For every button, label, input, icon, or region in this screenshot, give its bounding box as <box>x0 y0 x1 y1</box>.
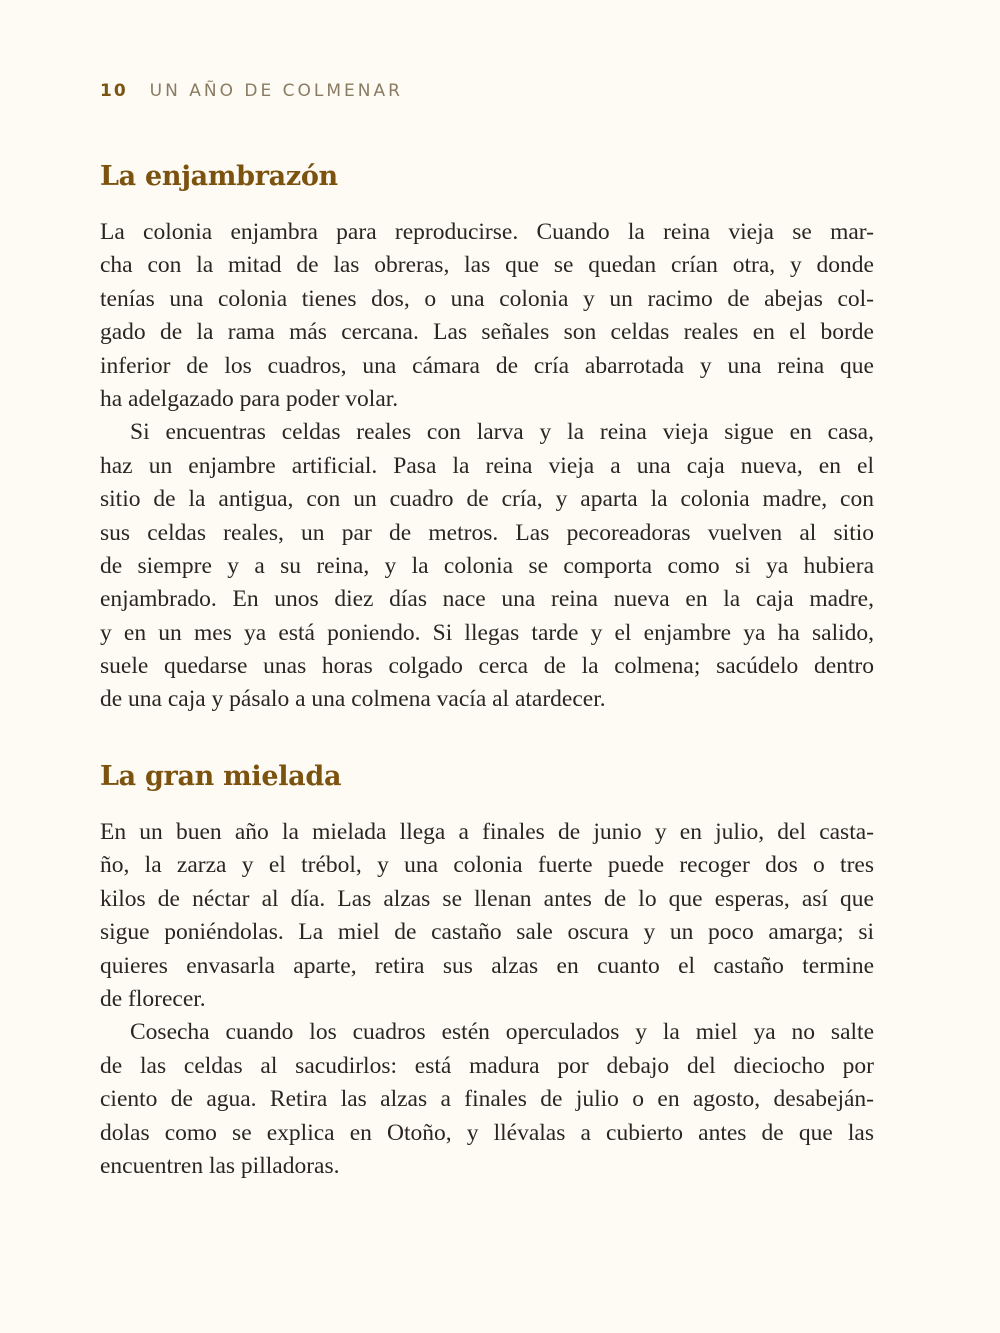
text-line: tenías una colonia tienes dos, o una colonia y un racimo de abejas col- <box>100 285 874 312</box>
text-line: enjambrado. En unos diez días nace una reina nueva en la caja madre, <box>100 586 874 613</box>
section-heading-enjambrazon: La enjambrazón <box>100 161 338 192</box>
text-line: cha con la mitad de las obreras, las que se quedan crían otra, y donde <box>100 252 874 279</box>
text-line: En un buen año la mielada llega a finales de junio y en julio, del casta- <box>100 819 874 845</box>
section-body-enjambrazon <box>100 216 874 717</box>
text-line: inferior de los cuadros, una cámara de cría abarrotada y una reina que <box>100 352 874 379</box>
paragraph <box>100 216 874 416</box>
text-line: ciento de agua. Retira las alzas a finales de julio o en agosto, desabeján- <box>100 1086 874 1113</box>
text-line: de una caja y pásalo a una colmena vacía al atardecer. <box>100 686 606 713</box>
text-line: sitio de la antigua, con un cuadro de cría, y aparta la colonia madre, con <box>100 486 874 513</box>
section-body-gran-mielada <box>100 816 874 1183</box>
paragraph <box>100 816 874 1016</box>
running-head <box>100 80 403 102</box>
text-line: ha adelgazado para poder volar. <box>100 385 399 412</box>
page-number: 10 <box>100 81 128 101</box>
running-head-title: UN AÑO DE COLMENAR <box>149 81 403 101</box>
text-line: de siempre y a su reina, y la colonia se comporta como si ya hubiera <box>100 552 874 579</box>
text-line: dolas como se explica en Otoño, y llévalas a cubierto antes de que las <box>100 1119 874 1146</box>
text-line: encuentren las pilladoras. <box>100 1152 340 1179</box>
text-line: suele quedarse unas horas colgado cerca de la colmena; sacúdelo dentro <box>100 653 874 680</box>
text-line: ño, la zarza y el trébol, y una colonia fuerte puede recoger dos o tres <box>100 852 874 879</box>
text-line: de las celdas al sacudirlos: está madura por debajo del dieciocho por <box>100 1052 874 1079</box>
text-line: gado de la rama más cercana. Las señales son celdas reales en el borde <box>100 319 874 346</box>
section-heading-gran-mielada: La gran mielada <box>100 761 342 792</box>
text-line: La colonia enjambra para reproducirse. Cuando la reina vieja se mar- <box>100 219 874 245</box>
text-line: Cosecha cuando los cuadros estén operculados y la miel ya no salte <box>130 1019 874 1046</box>
paragraph <box>100 416 874 717</box>
text-line: haz un enjambre artificial. Pasa la reina vieja a una caja nueva, en el <box>100 452 874 479</box>
text-line: sigue poniéndolas. La miel de castaño sale oscura y un poco amarga; si <box>100 919 874 946</box>
text-line: de florecer. <box>100 985 206 1012</box>
text-line: kilos de néctar al día. Las alzas se llenan antes de lo que esperas, así que <box>100 885 874 912</box>
text-line: Si encuentras celdas reales con larva y la reina vieja sigue en casa, <box>130 419 874 446</box>
text-line: sus celdas reales, un par de metros. Las pecoreadoras vuelven al sitio <box>100 519 874 546</box>
text-line: y en un mes ya está poniendo. Si llegas tarde y el enjambre ya ha salido, <box>100 619 874 646</box>
paragraph <box>100 1016 874 1183</box>
text-line: quieres envasarla aparte, retira sus alzas en cuanto el castaño termine <box>100 952 874 979</box>
